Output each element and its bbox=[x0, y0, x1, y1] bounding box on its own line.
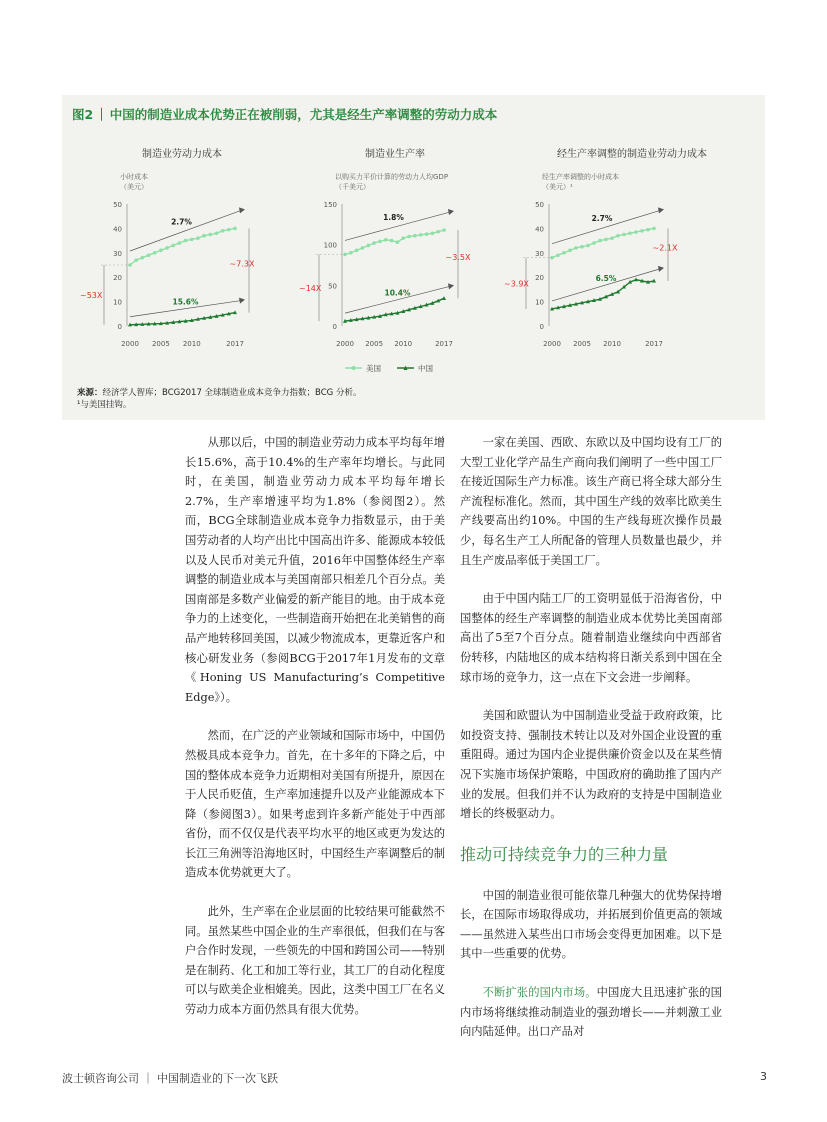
data-point-us bbox=[378, 240, 382, 244]
source-footnote: ¹与美国挂钩。 bbox=[77, 400, 132, 410]
y-tick-label: 150 bbox=[323, 201, 337, 209]
x-tick-label: 2010 bbox=[394, 340, 413, 348]
y-tick-label: 0 bbox=[117, 323, 122, 331]
chart-title: 制造业劳动力成本 bbox=[142, 149, 222, 160]
section-heading: 推动可持续竞争力的三种力量 bbox=[460, 844, 669, 864]
growth-label-cn: 15.6% bbox=[172, 297, 199, 307]
data-point-us bbox=[171, 244, 175, 248]
growth-label-us: 2.7% bbox=[171, 217, 192, 227]
data-point-us bbox=[355, 249, 359, 253]
series-line-us bbox=[552, 228, 654, 257]
chart-title: 制造业生产率 bbox=[365, 149, 425, 160]
y-tick-label: 20 bbox=[535, 274, 544, 283]
y-tick-label: 20 bbox=[113, 274, 122, 283]
x-tick-label: 2000 bbox=[336, 340, 354, 348]
footer-title: 波士顿咨询公司 ｜ 中国制造业的下一次飞跃 bbox=[62, 1072, 278, 1085]
data-point-us bbox=[556, 253, 560, 257]
figure-number: 图2 bbox=[72, 107, 94, 122]
data-point-us bbox=[628, 231, 632, 235]
y-tick-label: 30 bbox=[535, 249, 544, 258]
x-tick-label: 2000 bbox=[121, 340, 139, 348]
y-tick-label: 100 bbox=[323, 241, 337, 250]
data-point-us bbox=[431, 231, 435, 235]
chart-ylabel: 以购买力平价计算的劳动力人均GDP bbox=[335, 173, 449, 181]
data-point-us bbox=[646, 228, 650, 232]
data-point-us bbox=[390, 239, 394, 243]
data-point-us bbox=[147, 253, 151, 257]
growth-label-us: 1.8% bbox=[383, 213, 404, 223]
body-paragraph: 从那以后，中国的制造业劳动力成本平均每年增长15.6%，高于10.4%的生产率年均增长。与此同时，在美国，制造业劳动力成本平均每年增长2.7%，生产率增速平均为1.8%（参阅图2）。然而，BCG全球制造业成本竞争力指数显示，由于美国劳动者的人均产出比中国高出许多、能源成本较低以及人民币对美元升值，2016年中国整体经生产率调整的制造业成本与美国南部只相差几个百分点。美国南部是多数产业偏爱的新产能目的地。由于成本竞争力的上述变化，一些制造商开始把在北美销售的商品产地转移回美国，以减少物流成本，更靠近客户和核心研发业务（参阅BCG于2017年1月发布的文章《Honing US Manufacturing’s Competitive Edge》）。 bbox=[185, 436, 445, 704]
data-point-us bbox=[640, 229, 644, 233]
data-point-us bbox=[616, 234, 620, 238]
y-tick-label: 40 bbox=[113, 225, 122, 234]
arrow-head-us bbox=[658, 207, 664, 213]
data-point-us bbox=[196, 236, 200, 240]
data-point-us bbox=[401, 236, 405, 240]
data-point-us bbox=[442, 228, 446, 232]
data-point-us bbox=[413, 234, 417, 238]
body-paragraph: 此外，生产率在企业层面的比较结果可能截然不同。虽然某些中国企业的生产率很低，但我们在与客户合作时发现，一些领先的中国和跨国公司——特别是在制药、化工和加工等行业，其工厂的自动化程度可以与欧美企业相媲美。因此，这类中国工厂在名义劳动力成本方面仍然具有很大优势。 bbox=[185, 905, 445, 1017]
data-point-us bbox=[361, 246, 365, 250]
series-line-cn bbox=[345, 298, 444, 321]
gap-label-end: ~7.3X bbox=[229, 259, 255, 269]
left-column bbox=[185, 433, 445, 1039]
data-point-us bbox=[562, 251, 566, 255]
data-point-us bbox=[165, 246, 169, 250]
data-point-us bbox=[568, 249, 572, 253]
arrow-head-us bbox=[448, 209, 454, 215]
paragraph-text: 中国庞大且迅速扩张的国内市场将继续推动制造业的强劲增长——并刺激工业向内陆延伸。出口产品对 bbox=[460, 986, 722, 1039]
arrow-head-us bbox=[239, 207, 245, 213]
data-point-us bbox=[366, 244, 370, 248]
data-point-us bbox=[215, 231, 219, 235]
body-paragraph: 然而，在广泛的产业领域和国际市场中，中国仍然极具成本竞争力。首先，在十多年的下降之后，中国的整体成本竞争力近期相对美国有所提升，原因在于人民币贬值，生产率加速提升以及产业能源成本下降（参阅图3）。如果考虑到许多新产能处于中西部省份，而不仅仅是代表平均水平的地区或更为发达的长江三角洲等沿海地区时，中国经生产率调整后的制造成本优势就更大了。 bbox=[185, 729, 445, 880]
chart-ylabel: （美元）¹ bbox=[542, 183, 573, 191]
y-tick-label: 50 bbox=[328, 282, 337, 291]
x-tick-label: 2017 bbox=[435, 340, 453, 348]
page-number: 3 bbox=[760, 1070, 767, 1083]
data-point-us bbox=[372, 241, 376, 245]
series-line-us bbox=[130, 228, 235, 265]
data-point-us bbox=[604, 238, 608, 242]
x-tick-label: 2017 bbox=[645, 340, 663, 348]
data-point-us bbox=[190, 238, 194, 242]
data-point-cn bbox=[442, 296, 446, 300]
data-point-us bbox=[141, 256, 145, 260]
figure-charts bbox=[62, 95, 765, 385]
body-paragraph: 美国和欧盟认为中国制造业受益于政府政策，比如投资支持、强制技术转让以及对外国企业设置的重重阻碍。通过为国内企业提供廉价资金以及在某些情况下实施市场保护策略，中国政府的确助推了国内产业的发展。但我们并不认为政府的支持是中国制造业增长的终极驱动力。 bbox=[460, 709, 722, 821]
chart-title: 经生产率调整的制造业劳动力成本 bbox=[557, 149, 707, 160]
gap-label-start: ~3.9X bbox=[504, 279, 529, 289]
data-point-us bbox=[159, 249, 163, 253]
y-tick-label: 10 bbox=[535, 298, 544, 307]
body-paragraph: 由于中国内陆工厂的工资明显低于沿海省份，中国整体的经生产率调整的制造业成本优势比美国南部高出了5至7个百分点。随着制造业继续向中西部省份转移，内陆地区的成本结构将日渐关系到中国在全球市场的竞争力，这一点在下文会进一步阐释。 bbox=[460, 592, 722, 684]
data-point-us bbox=[349, 251, 353, 255]
data-point-us bbox=[610, 236, 614, 240]
x-tick-label: 2010 bbox=[182, 340, 201, 348]
figure-2 bbox=[62, 95, 765, 420]
x-tick-label: 2017 bbox=[226, 340, 244, 348]
data-point-us bbox=[221, 229, 225, 233]
x-tick-label: 2005 bbox=[573, 340, 591, 348]
figure-title-text: 中国的制造业成本优势正在被削弱，尤其是经生产率调整的劳动力成本 bbox=[109, 107, 498, 122]
arrow-head-cn bbox=[239, 298, 245, 304]
x-tick-label: 2005 bbox=[365, 340, 384, 348]
data-point-us bbox=[384, 238, 388, 242]
data-point-us bbox=[202, 234, 206, 238]
paragraph-lead-in: 不断扩张的国内市场。 bbox=[482, 986, 597, 1000]
gap-label-end: ~2.1X bbox=[652, 243, 678, 253]
x-tick-label: 2000 bbox=[543, 340, 561, 348]
data-point-us bbox=[574, 246, 578, 250]
gap-label-start: ~14X bbox=[299, 283, 322, 293]
growth-label-cn: 10.4% bbox=[384, 288, 411, 298]
arrow-head-cn bbox=[658, 266, 664, 272]
data-point-us bbox=[153, 251, 157, 255]
data-point-us bbox=[592, 241, 596, 245]
data-point-us bbox=[622, 233, 626, 237]
chart-ylabel: （美元） bbox=[120, 183, 148, 191]
data-point-us bbox=[586, 244, 590, 248]
legend-label-cn: 中国 bbox=[418, 364, 433, 373]
data-point-us bbox=[407, 235, 411, 239]
data-point-us bbox=[634, 230, 638, 234]
x-tick-label: 2005 bbox=[151, 340, 170, 348]
y-tick-label: 0 bbox=[539, 323, 544, 331]
chart-ylabel: 小时成本 bbox=[120, 173, 148, 181]
data-point-us bbox=[184, 239, 188, 243]
data-point-us bbox=[227, 228, 231, 232]
y-tick-label: 50 bbox=[535, 201, 544, 209]
data-point-us bbox=[134, 258, 138, 262]
data-point-us bbox=[178, 241, 182, 245]
y-tick-label: 50 bbox=[113, 201, 122, 209]
gap-label-end: ~3.5X bbox=[445, 253, 471, 263]
body-paragraph: 中国的制造业很可能依靠几种强大的优势保持增长，在国际市场取得成功，并拓展到价值更高的领域——虽然进入某些出口市场会变得更加困难。以下是其中一些重要的优势。 bbox=[460, 888, 722, 961]
series-line-cn bbox=[552, 280, 654, 309]
y-tick-label: 30 bbox=[113, 249, 122, 258]
data-point-us bbox=[425, 232, 429, 236]
data-point-us bbox=[396, 240, 400, 244]
y-tick-label: 40 bbox=[535, 225, 544, 234]
source-label: 来源： bbox=[77, 388, 103, 398]
data-point-us bbox=[233, 227, 237, 231]
right-column bbox=[460, 433, 722, 1061]
body-paragraph: 一家在美国、西欧、东欧以及中国均设有工厂的大型工业化学产品生产商向我们阐明了一些中国工厂在接近国际生产力标准。该生产商已将全球大部分生产流程标准化。然而，其中国生产线的效率比欧美生产线要高出约10%。中国的生产线每班次操作员最少，每名生产工人所配备的管理人员数量也最少，并且生产废品率低于美国工厂。 bbox=[460, 436, 722, 567]
y-tick-label: 10 bbox=[113, 298, 122, 307]
y-tick-label: 0 bbox=[332, 323, 337, 331]
legend-marker-us bbox=[352, 366, 356, 370]
data-point-us bbox=[419, 233, 423, 237]
x-tick-label: 2010 bbox=[603, 340, 621, 348]
chart-ylabel: 经生产率调整的小时成本 bbox=[542, 173, 619, 181]
gap-label-start: ~53X bbox=[80, 290, 103, 300]
body-paragraph bbox=[460, 983, 722, 1042]
arrow-head-cn bbox=[448, 283, 454, 289]
legend-label-us: 美国 bbox=[366, 364, 381, 373]
data-point-us bbox=[208, 233, 212, 237]
chart-ylabel: （千美元） bbox=[335, 183, 370, 191]
data-point-us bbox=[580, 245, 584, 249]
series-line-us bbox=[345, 230, 444, 254]
source-text: 经济学人智库；BCG2017 全球制造业成本竞争力指数；BCG 分析。 bbox=[102, 388, 362, 398]
growth-label-us: 2.7% bbox=[591, 214, 613, 224]
data-point-us bbox=[652, 227, 656, 231]
data-point-us bbox=[598, 239, 602, 243]
growth-label-cn: 6.5% bbox=[595, 273, 617, 283]
data-point-us bbox=[436, 230, 440, 234]
figure-source bbox=[77, 387, 361, 411]
figure-title-separator: ｜ bbox=[95, 107, 108, 122]
